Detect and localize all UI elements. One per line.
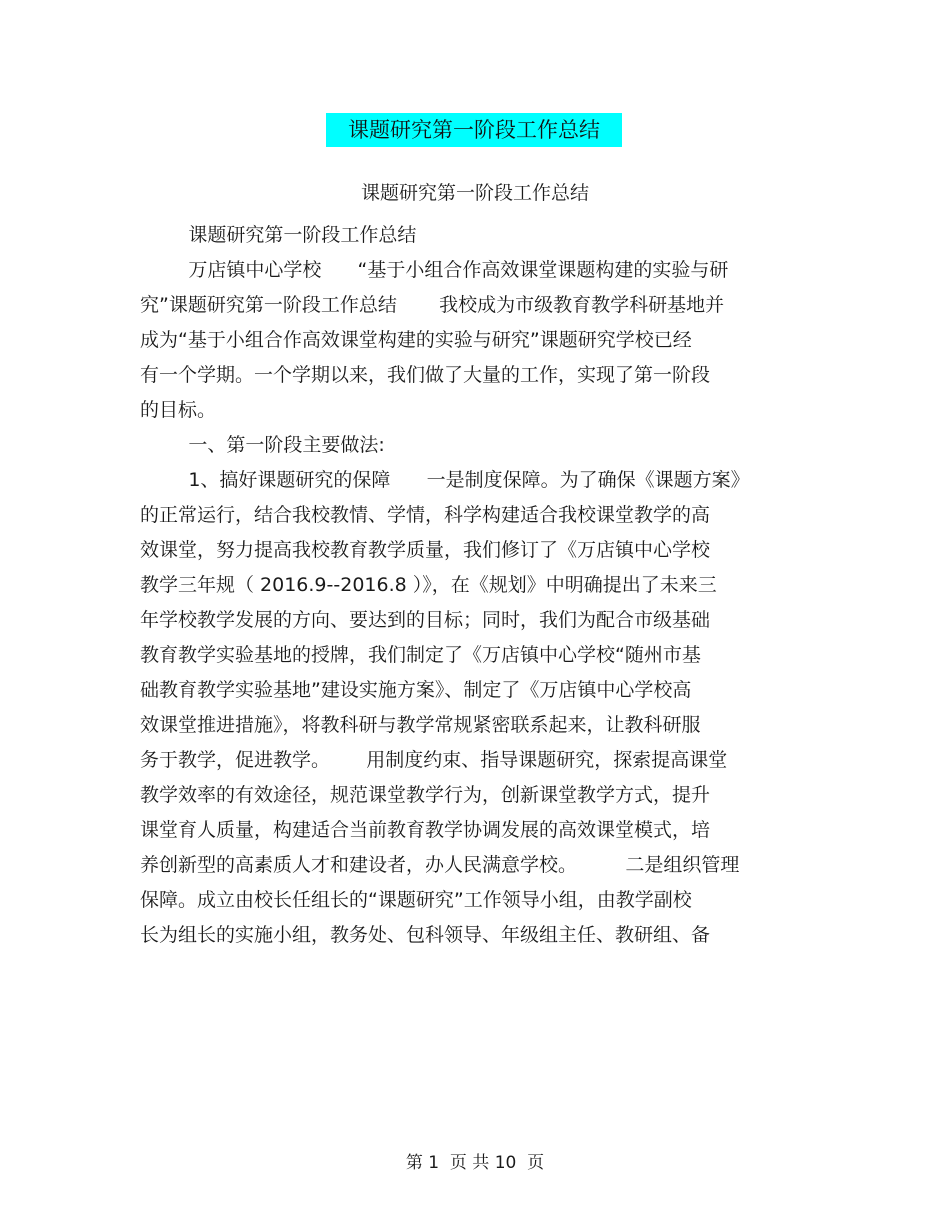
- body-line: 础教育教学实验基地”建设实施方案》、制定了《万店镇中心学校高: [140, 679, 692, 701]
- body-line: 课堂育人质量，构建适合当前教育教学协调发展的高效课堂模式，培: [140, 819, 711, 841]
- document-subtitle: 课题研究第一阶段工作总结: [360, 182, 589, 204]
- body-line: 保障。成立由校长任组长的“课题研究”工作领导小组，由教学副校: [140, 889, 692, 911]
- body-line: 教学效率的有效途径，规范课堂教学行为，创新课堂教学方式，提升: [140, 784, 711, 806]
- body-line: 教育教学实验基地的授牌，我们制定了《万店镇中心学校“随州市基: [140, 644, 701, 666]
- body-line: 的目标。: [140, 399, 217, 421]
- body-line: 的正常运行，结合我校教情、学情，科学构建适合我校课堂教学的高: [140, 504, 711, 526]
- body-line: 教学三年规（ 2016.9--2016.8 ）》，在《规划》中明确提出了未来三: [140, 574, 717, 596]
- document-title: 课题研究第一阶段工作总结: [326, 113, 622, 147]
- body-line: 年学校教学发展的方向、要达到的目标；同时，我们为配合市级基础: [140, 609, 711, 631]
- body-line: 效课堂，努力提高我校教育教学质量，我们修订了《万店镇中心学校: [140, 539, 711, 561]
- body-line: 长为组长的实施小组，教务处、包科领导、年级组主任、教研组、备: [140, 924, 711, 946]
- body-line: 万店镇中心学校 “基于小组合作高效课堂课题构建的实验与研: [140, 259, 729, 281]
- body-line: 有一个学期。一个学期以来，我们做了大量的工作，实现了第一阶段: [140, 364, 711, 386]
- body-line: 1、搞好课题研究的保障 一是制度保障。为了确保《课题方案》: [140, 469, 750, 491]
- body-line: 成为“基于小组合作高效课堂构建的实验与研究”课题研究学校已经: [140, 329, 692, 351]
- page-footer: 第 1 页 共 10 页: [405, 1153, 545, 1173]
- body-line: 课题研究第一阶段工作总结: [140, 224, 417, 246]
- body-line: 务于教学，促进教学。 用制度约束、指导课题研究，探索提高课堂: [140, 749, 728, 771]
- body-line: 究”课题研究第一阶段工作总结 我校成为市级教育教学科研基地并: [140, 294, 725, 316]
- body-line: 效课堂推进措施》，将教科研与教学常规紧密联系起来，让教科研服: [140, 714, 701, 736]
- body-line: 一、第一阶段主要做法:: [140, 434, 385, 456]
- body-line: 养创新型的高素质人才和建设者，办人民满意学校。 二是组织管理: [140, 854, 740, 876]
